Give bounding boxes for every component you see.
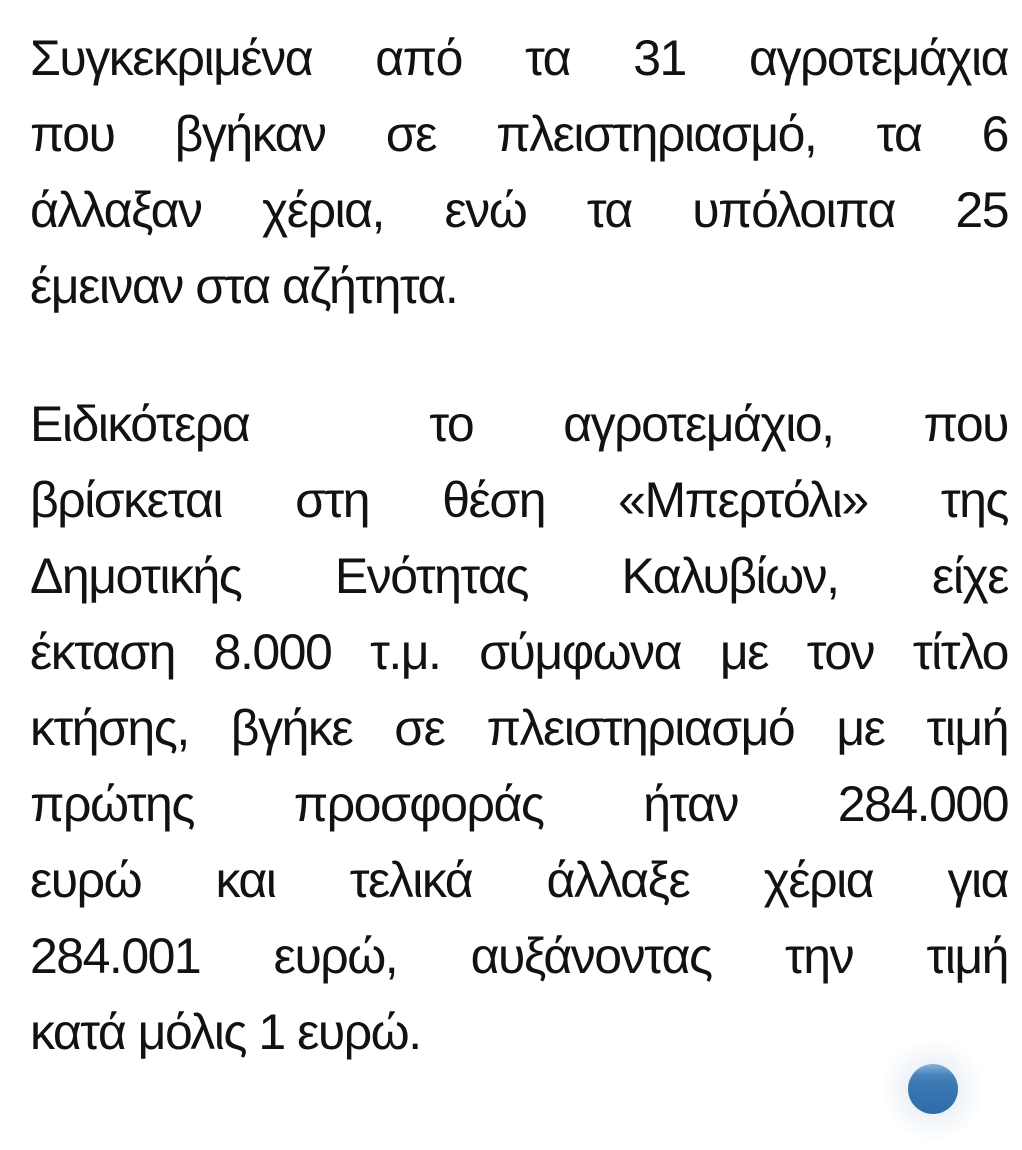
text-line: πρώτης προσφοράς ήταν 284.000 xyxy=(30,776,1008,832)
text-line: 284.001 ευρώ, αυξάνοντας την τιμή xyxy=(30,928,1008,984)
text-line: κατά μόλις 1 ευρώ. xyxy=(30,1004,421,1060)
text-line: ευρώ και τελικά άλλαξε χέρια για xyxy=(30,852,1008,908)
text-line: βρίσκεται στη θέση «Μπερτόλι» της xyxy=(30,472,1008,528)
text-line: Συγκεκριμένα από τα 31 αγροτεμάχια xyxy=(30,30,1008,86)
text-line: Δημοτικής Ενότητας Καλυβίων, είχε xyxy=(30,548,1008,604)
text-line: έμειναν στα αζήτητα. xyxy=(30,258,458,314)
text-line: Ειδικότερα το αγροτεμάχιο, που xyxy=(30,396,1008,452)
text-line: κτήσης, βγήκε σε πλειστηριασμό με τιμή xyxy=(30,700,1008,756)
text-line: έκταση 8.000 τ.μ. σύμφωνα με τον τίτλο xyxy=(30,624,1008,680)
floating-action-button[interactable] xyxy=(908,1064,958,1114)
article-paragraph xyxy=(30,20,1008,324)
text-line: που βγήκαν σε πλειστηριασμό, τα 6 xyxy=(30,106,1008,162)
article-paragraph xyxy=(30,386,1008,1070)
text-line: άλλαξαν χέρια, ενώ τα υπόλοιπα 25 xyxy=(30,182,1008,238)
